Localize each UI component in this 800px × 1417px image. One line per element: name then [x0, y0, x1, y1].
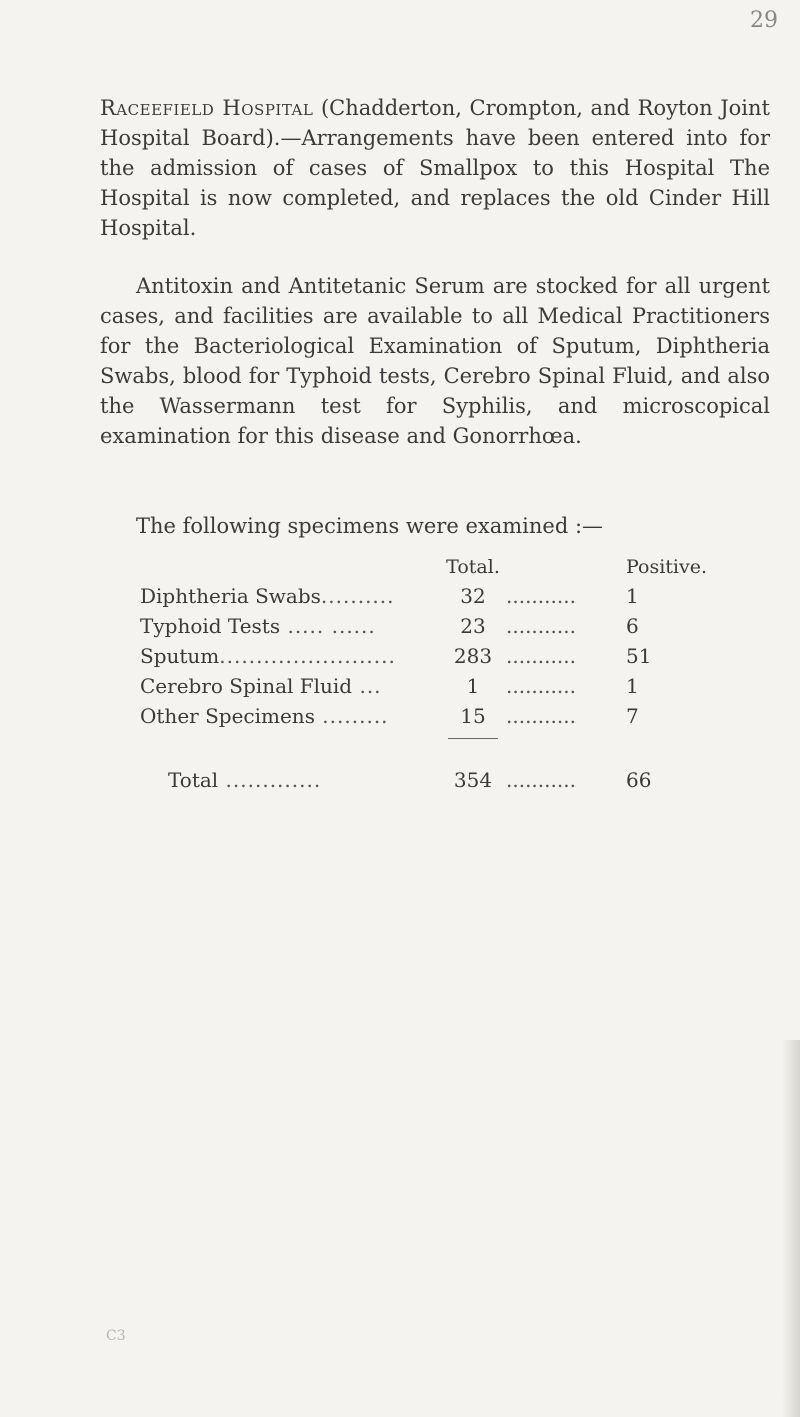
row-dots: ...........: [506, 644, 576, 668]
table-row: [140, 698, 707, 728]
total-dots: ...........: [506, 768, 576, 792]
table-row: [140, 668, 707, 698]
table-row: [140, 608, 707, 638]
rule-row: [140, 728, 707, 748]
row-total: 15: [460, 704, 486, 728]
row-total: 23: [460, 614, 486, 638]
row-total: 32: [460, 584, 486, 608]
positive-column-header: Positive.: [626, 556, 708, 578]
grand-positive: 66: [626, 768, 652, 792]
total-column-header: Total.: [446, 556, 500, 578]
row-positive: 1: [626, 584, 639, 608]
label-header: [140, 548, 440, 578]
row-label: Sputum........................: [140, 644, 396, 668]
hospital-heading: Raceefield Hospital: [100, 96, 314, 120]
row-dots: ...........: [506, 614, 576, 638]
hospital-paragraph: [100, 93, 770, 243]
row-label: Other Specimens .........: [140, 704, 389, 728]
table-total-row: [140, 748, 707, 792]
spacer-header: [506, 548, 626, 578]
row-positive: 1: [626, 674, 639, 698]
row-dots: ...........: [506, 704, 576, 728]
hospital-paragraph-text: (Chadderton, Crompton, and Royton Joint Hospital Board).—Arrangements have been entered into for the admission of cases of Smallpox to this Hospital The Hospital is now completed, and replaces the old Cinder Hill Hospital.: [100, 96, 770, 240]
row-total: 283: [453, 644, 493, 668]
table-row: [140, 578, 707, 608]
row-label: Diphtheria Swabs..........: [140, 584, 395, 608]
total-label: Total .............: [168, 768, 322, 792]
page-number: 29: [750, 8, 778, 33]
table-intro: The following specimens were examined :—: [136, 514, 604, 538]
row-total: 1: [466, 674, 480, 698]
services-paragraph: Antitoxin and Antitetanic Serum are stocked for all urgent cases, and facilities are available to all Medical Practitioners for the Bacteriological Examination of Sputum, Diphtheria Swabs, blood for Typhoid tests, Cerebro Spinal Fluid, and also the Wassermann test for Syphilis, and microscopical examination for this disease and Gonorrhœa.: [100, 274, 770, 448]
row-dots: ...........: [506, 674, 576, 698]
total-rule: [440, 728, 506, 748]
footer-mark: C3: [106, 1328, 126, 1344]
margin-shade: [782, 1040, 800, 1417]
row-positive: 7: [626, 704, 639, 728]
row-dots: ...........: [506, 584, 576, 608]
row-positive: 51: [626, 644, 652, 668]
table-header-row: [140, 548, 707, 578]
specimens-table: [140, 548, 707, 792]
row-positive: 6: [626, 614, 639, 638]
grand-total: 354: [453, 768, 493, 792]
row-label: Cerebro Spinal Fluid ...: [140, 674, 382, 698]
table-row: [140, 638, 707, 668]
row-label: Typhoid Tests ..... ......: [140, 614, 376, 638]
